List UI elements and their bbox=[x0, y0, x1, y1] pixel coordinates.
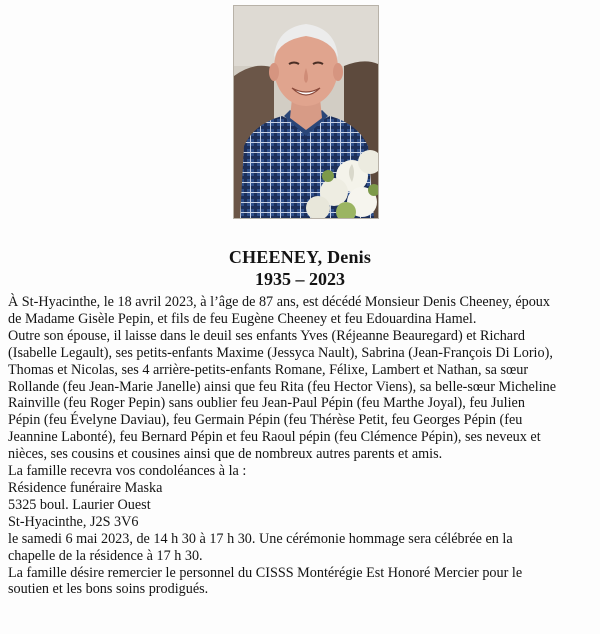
text-line: de Madame Gisèle Pepin, et fils de feu Eugène Cheeney et feu Edouardina Hamel. bbox=[8, 310, 477, 327]
text-line: Rollande (feu Jean-Marie Janelle) ainsi que feu Rita (feu Hector Viens), sa belle-sœur Micheline bbox=[8, 378, 557, 395]
portrait-photo bbox=[234, 6, 378, 218]
text-line: Outre son épouse, il laisse dans le deuil ses enfants Yves (Réjeanne Beauregard) et Richard bbox=[8, 327, 525, 344]
text-line: Pépin (feu Évelyne Daviau), feu Germain Pépin (feu Thérèse Petit, feu Georges Pépin (feu bbox=[8, 412, 523, 429]
text-line: Jeannine Labonté), feu Bernard Pépin et feu Raoul pépin (feu Clémence Pépin), ses neveux et bbox=[8, 429, 541, 446]
text-line: À St-Hyacinthe, le 18 avril 2023, à l’âge de 87 ans, est décédé Monsieur Denis Cheeney, époux bbox=[8, 294, 550, 310]
deceased-name: CHEENEY, Denis bbox=[228, 247, 372, 267]
life-years: 1935 – 2023 bbox=[255, 269, 345, 289]
text-line: nièces, ses cousins et cousines ainsi que de nombreux autres parents et amis. bbox=[8, 446, 443, 463]
funeral-home-address: 5325 boul. Laurier Ouest bbox=[8, 496, 151, 513]
text-line: Thomas et Nicolas, ses 4 arrière-petits-enfants Romane, Félixe, Lambert et Nathan, sa sœur bbox=[8, 361, 529, 378]
text-line: La famille désire remercier le personnel du CISSS Montérégie Est Honoré Mercier pour le bbox=[8, 564, 523, 581]
funeral-home-city: St-Hyacinthe, J2S 3V6 bbox=[8, 513, 139, 530]
funeral-home-name: Résidence funéraire Maska bbox=[8, 479, 163, 496]
obituary-text bbox=[8, 294, 596, 598]
text-line: Rainville (feu Roger Pepin) sans oublier feu Jean-Paul Pépin (feu Marthe Joyal), feu Julien bbox=[8, 395, 525, 412]
text-line: La famille recevra vos condoléances à la : bbox=[8, 463, 247, 480]
text-line: (Isabelle Legault), ses petits-enfants Maxime (Jessyca Nault), Sabrina (Jean-François Di Lorio), bbox=[8, 344, 553, 361]
text-line: chapelle de la résidence à 17 h 30. bbox=[8, 547, 203, 564]
text-line: soutien et les bons soins prodigués. bbox=[8, 581, 209, 598]
text-line: le samedi 6 mai 2023, de 14 h 30 à 17 h 30. Une cérémonie hommage sera célébrée en la bbox=[8, 530, 513, 547]
